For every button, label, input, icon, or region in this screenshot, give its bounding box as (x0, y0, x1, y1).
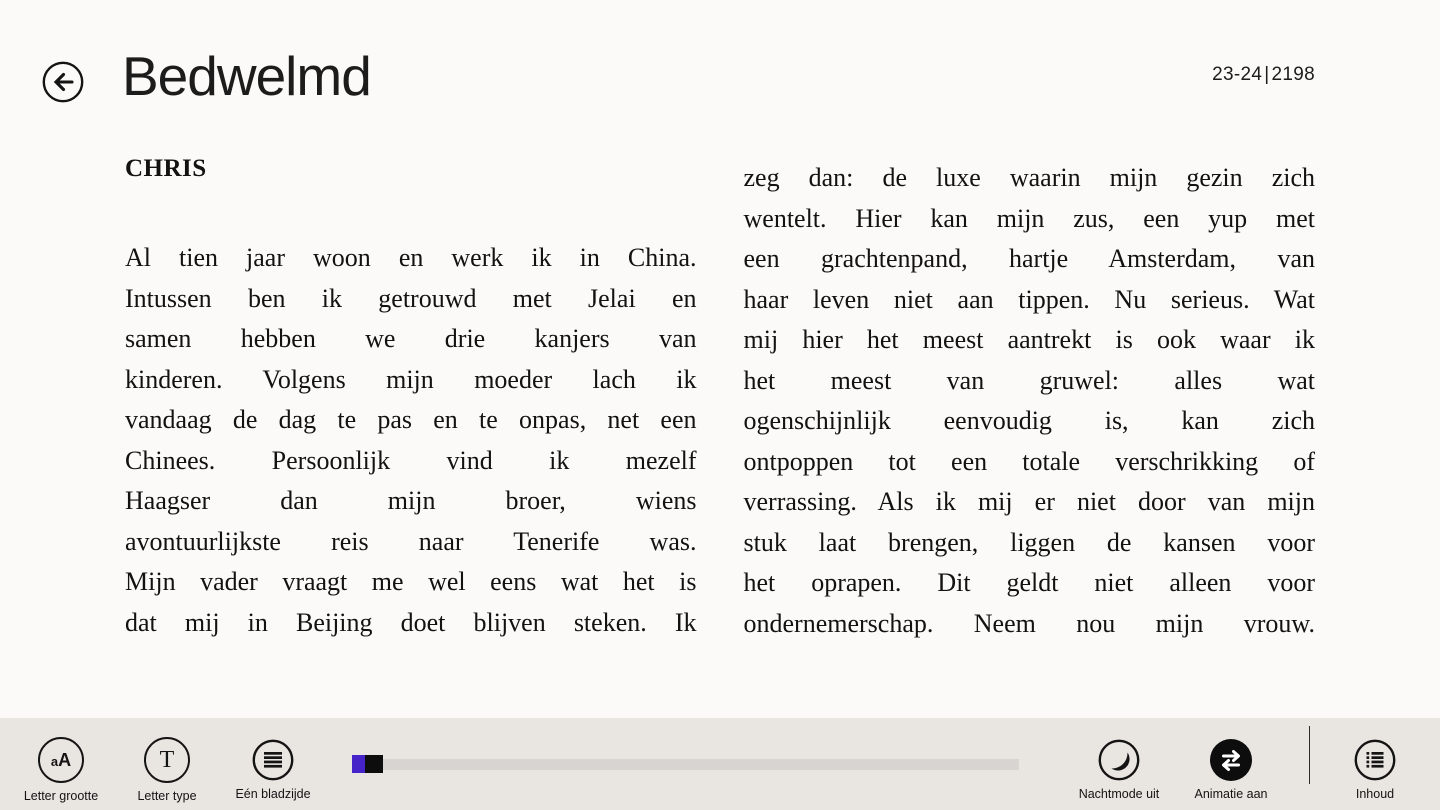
night-mode-button[interactable] (1063, 727, 1175, 801)
text-line: Haagser dan mijn broer, wiens (125, 486, 697, 515)
text-line: kinderen. Volgens mijn moeder lach ik (125, 364, 697, 394)
contents-button[interactable] (1332, 727, 1418, 801)
appbar-divider (1309, 726, 1310, 784)
moon-icon (1098, 739, 1140, 781)
animation-label: Animatie aan (1194, 787, 1268, 801)
single-page-icon (252, 739, 294, 781)
text-line: dat mij in Beijing doet blijven steken. Ik (125, 607, 697, 637)
text-line: Mijn vader vraagt me wel eens wat het is (125, 567, 697, 596)
font-size-icon: aA (38, 737, 84, 783)
font-type-button[interactable] (114, 725, 220, 803)
text-line: verrassing. Als ik mij er niet door van mijn (743, 487, 1315, 516)
text-line: ontpoppen tot een totale verschrikking of (743, 446, 1315, 476)
text-line: Intussen ben ik getrouwd met Jelai en (125, 283, 697, 313)
text-line: vandaag de dag te pas en te onpas, net een (125, 405, 697, 434)
text-line: het oprapen. Dit geldt niet alleen voor (743, 568, 1315, 597)
slider-thumb[interactable] (365, 755, 383, 773)
right-page-column (744, 152, 1316, 644)
font-size-button[interactable] (8, 725, 114, 803)
bottom-app-bar (0, 718, 1440, 810)
text-line: mij hier het meest aantrekt is ook waar ik (743, 325, 1315, 354)
swap-arrows-icon (1210, 739, 1252, 781)
text-line: een grachtenpand, hartje Amsterdam, van (743, 244, 1315, 273)
font-type-icon: T (144, 737, 190, 783)
text-line: zeg dan: de luxe waarin mijn gezin zich (743, 163, 1315, 192)
page-indicator (1212, 64, 1315, 86)
current-pages: 23-24 (1212, 64, 1263, 85)
single-page-label: Eén bladzijde (235, 787, 311, 801)
single-page-button[interactable] (220, 727, 326, 801)
back-button[interactable] (42, 61, 84, 103)
text-line: Al tien jaar woon en werk ik in China. (125, 243, 697, 272)
text-line: avontuurlijkste reis naar Tenerife was. (125, 526, 697, 556)
back-arrow-icon (42, 61, 84, 103)
night-mode-label: Nachtmode uit (1078, 787, 1160, 801)
font-size-label: Letter grootte (23, 789, 99, 803)
left-page-text (125, 238, 697, 643)
text-line: het meest van gruwel: alles wat (743, 365, 1315, 395)
reader-header (0, 0, 1440, 152)
page-separator: | (1264, 64, 1270, 85)
text-line: samen hebben we drie kanjers van (125, 324, 697, 353)
text-line: stuk laat brengen, liggen de kansen voor (743, 527, 1315, 557)
book-pages (0, 152, 1440, 644)
text-line: ondernemerschap. Neem nou mijn vrouw. (743, 608, 1315, 638)
right-page-text (744, 158, 1316, 644)
text-line: ogenschijnlijk eenvoudig is, kan zich (743, 406, 1315, 435)
text-line: Chinees. Persoonlijk vind ik mezelf (125, 445, 697, 475)
book-title: Bedwelmd (122, 45, 371, 107)
slider-progress-fill (352, 755, 365, 773)
contents-label: Inhoud (1355, 787, 1395, 801)
total-pages: 2198 (1271, 64, 1315, 85)
chapter-heading: CHRIS (125, 155, 207, 182)
contents-list-icon (1354, 739, 1396, 781)
font-type-label: Letter type (137, 789, 197, 803)
left-page-column (125, 152, 697, 644)
animation-button[interactable] (1175, 727, 1287, 801)
text-line: haar leven niet aan tippen. Nu serieus. Wat (743, 284, 1315, 314)
text-line: wentelt. Hier kan mijn zus, een yup met (743, 203, 1315, 233)
reading-progress-slider[interactable] (352, 754, 1019, 774)
slider-track[interactable] (352, 759, 1019, 770)
